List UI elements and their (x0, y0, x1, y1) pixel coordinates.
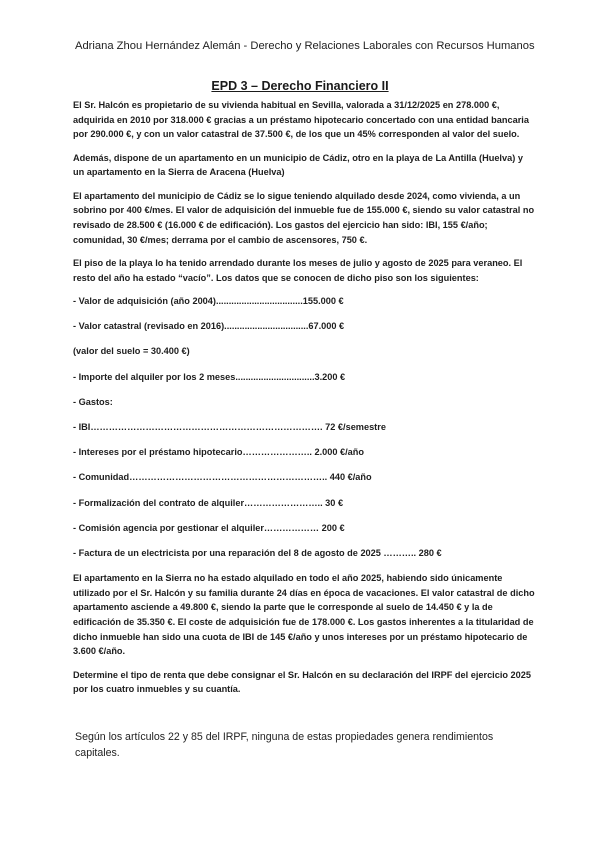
item-factura-electricista: - Factura de un electricista por una reparación del 8 de agosto de 2025 ……….. 280 € (73, 547, 442, 558)
item-ibi: - IBI…………………………………………………………………. 72 €/semestre (73, 422, 386, 433)
exercise-body (73, 98, 535, 706)
item-formalizacion: - Formalización del contrato de alquiler…………………….. 30 € (73, 497, 344, 508)
paragraph-vivienda-habitual: El Sr. Halcón es propietario de su vivienda habitual en Sevilla, valorada a 31/12/2025 en 278.000 €, adquirida en 2010 por 318.000 € gracias a un préstamo hipotecario concertado con una entidad bancaria por 290.000 €, y con un valor catastral de 37.500 €, de los que un 45% corresponden al valor del suelo. (73, 100, 529, 140)
answer-text: Según los artículos 22 y 85 del IRPF, ninguna de estas propiedades genera rendimientos capitales. (75, 731, 494, 759)
item-valor-suelo: (valor del suelo = 30.400 €) (73, 346, 190, 357)
item-importe-alquiler: - Importe del alquiler por los 2 meses...............................3.200 € (73, 371, 346, 382)
paragraph-apartamento-cadiz: El apartamento del municipio de Cádiz se lo sigue teniendo alquilado desde 2024, como vivienda, a un sobrino por 400 €/mes. El valor de adquisición del inmueble fue de 155.000 €, siendo su valor catastral no revisado de 28.500 € (16.000 € de edificación). Los gastos del ejercicio han sido: IBI, 155 €/año; comunidad, 30 €/mes; derrama por el cambio de ascensores, 750 €. (73, 190, 535, 245)
item-gastos: - Gastos: (73, 396, 113, 407)
paragraph-otros-inmuebles: Además, dispone de un apartamento en un municipio de Cádiz, otro en la playa de La Antilla (Huelva) y un apartamento en la Sierra de Aracena (Huelva) (73, 152, 523, 178)
item-valor-adquisicion: - Valor de adquisición (año 2004)..................................155.000 € (73, 296, 344, 307)
item-valor-catastral: - Valor catastral (revisado en 2016).................................67.000 € (73, 321, 345, 332)
paragraph-pregunta: Determine el tipo de renta que debe consignar el Sr. Halcón en su declaración del IRPF del ejercicio 2025 por los cuatro inmuebles y su cuantía. (73, 669, 531, 695)
document-title: EPD 3 – Derecho Financiero II (211, 79, 389, 93)
paragraph-piso-playa: El piso de la playa lo ha tenido arrendado durante los meses de julio y agosto de 2025 para veraneo. El resto del año ha estado “vacío”. Los datos que se conocen de dicho piso son los siguientes: (73, 258, 523, 283)
item-comunidad: - Comunidad……………………………………………………….. 440 €/año (73, 472, 372, 483)
item-comision: - Comisión agencia por gestionar el alquiler……………… 200 € (73, 522, 345, 533)
item-intereses: - Intereses por el préstamo hipotecario………………….. 2.000 €/año (73, 447, 365, 458)
document-header: Adriana Zhou Hernández Alemán - Derecho y Relaciones Laborales con Recursos Humanos (75, 40, 535, 52)
paragraph-apartamento-sierra: El apartamento en la Sierra no ha estado alquilado en todo el año 2025, habiendo sido únicamente utilizado por el Sr. Halcón y su familia durante 24 días en época de vacaciones. El valor catastral de dicho apartamento asciende a 49.800 €, siendo la parte que le corresponde al suelo de 14.450 € y la de edificación de 35.350 €. El coste de adquisición fue de 178.000 €. Los gastos inherentes a la titularidad de dicho inmueble han sido una cuota de IBI de 145 €/año y unos intereses por un préstamo hipotecario de 3.600 €/año. (73, 573, 535, 657)
